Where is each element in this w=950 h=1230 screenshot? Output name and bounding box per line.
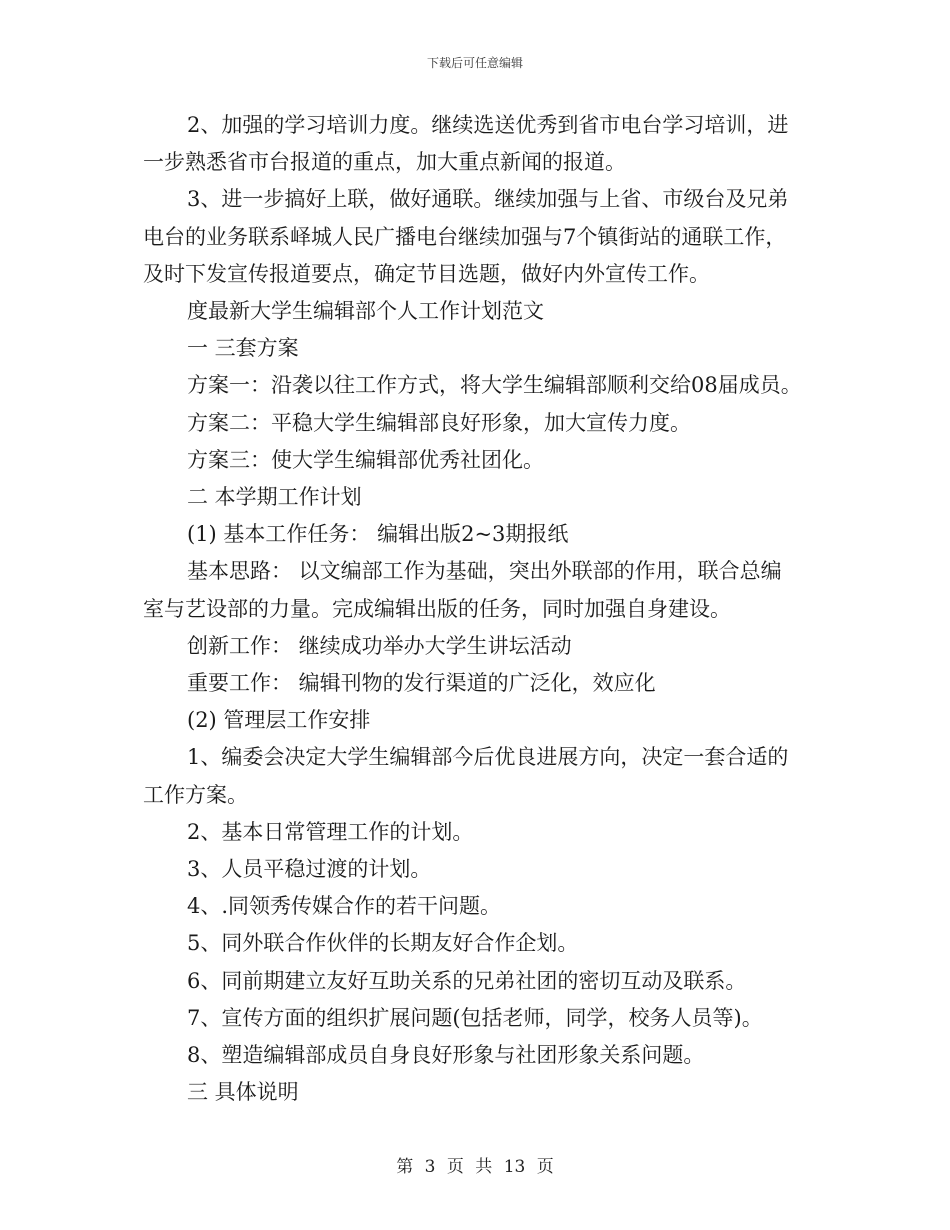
text-line: 7、宣传方面的组织扩展问题(包括老师，同学，校务人员等)。 [187, 1005, 763, 1030]
page-header: 下载后可任意编辑 [426, 56, 523, 70]
text-line: 创新工作： 继续成功举办大学生讲坛活动 [187, 633, 572, 658]
text-line: 1、编委会决定大学生编辑部今后优良进展方向，决定一套合适的 [187, 745, 789, 770]
text-line: 重要工作： 编辑刊物的发行渠道的广泛化，效应化 [187, 671, 656, 696]
text-line: 方案一：沿袭以往工作方式，将大学生编辑部顺利交给08届成员。 [187, 373, 802, 398]
document-body [143, 107, 823, 1111]
text-line: 室与艺设部的力量。完成编辑出版的任务，同时加强自身建设。 [143, 596, 731, 621]
text-line: 及时下发宣传报道要点，确定节目选题，做好内外宣传工作。 [143, 261, 710, 286]
text-line: 度最新大学生编辑部个人工作计划范文 [187, 299, 544, 324]
text-line: 5、同外联合作伙伴的长期友好合作企划。 [187, 931, 579, 956]
text-line: 2、基本日常管理工作的计划。 [187, 819, 474, 844]
text-line: 3、人员平稳过渡的计划。 [187, 857, 432, 882]
text-line: (1) 基本工作任务： 编辑出版2~3期报纸 [187, 522, 569, 547]
text-line: 电台的业务联系峄城人民广播电台继续加强与7个镇街站的通联工作， [143, 224, 787, 249]
text-line: 方案三：使大学生编辑部优秀社团化。 [187, 447, 544, 472]
text-line: 一步熟悉省市台报道的重点，加大重点新闻的报道。 [143, 150, 626, 175]
text-line: 三 具体说明 [187, 1080, 299, 1105]
text-line: 工作方案。 [143, 782, 248, 807]
text-line: 3、进一步搞好上联，做好通联。继续加强与上省、市级台及兄弟 [187, 187, 789, 212]
text-line: 6、同前期建立友好互助关系的兄弟社团的密切互动及联系。 [187, 968, 747, 993]
text-line: 一 三套方案 [187, 336, 299, 361]
text-line: 方案二：平稳大学生编辑部良好形象，加大宣传力度。 [187, 410, 691, 435]
text-line: 2、加强的学习培训力度。继续选送优秀到省市电台学习培训，进 [187, 113, 789, 137]
page-footer: 第 3 页 共 13 页 [396, 1157, 554, 1177]
text-line: 8、塑造编辑部成员自身良好形象与社团形象关系问题。 [187, 1043, 705, 1068]
text-line: (2) 管理层工作安排 [187, 708, 371, 733]
text-line: 基本思路： 以文编部工作为基础，突出外联部的作用，联合总编 [187, 559, 782, 584]
text-line: 二 本学期工作计划 [187, 485, 362, 510]
text-line: 4、.同领秀传媒合作的若干问题。 [187, 894, 502, 919]
